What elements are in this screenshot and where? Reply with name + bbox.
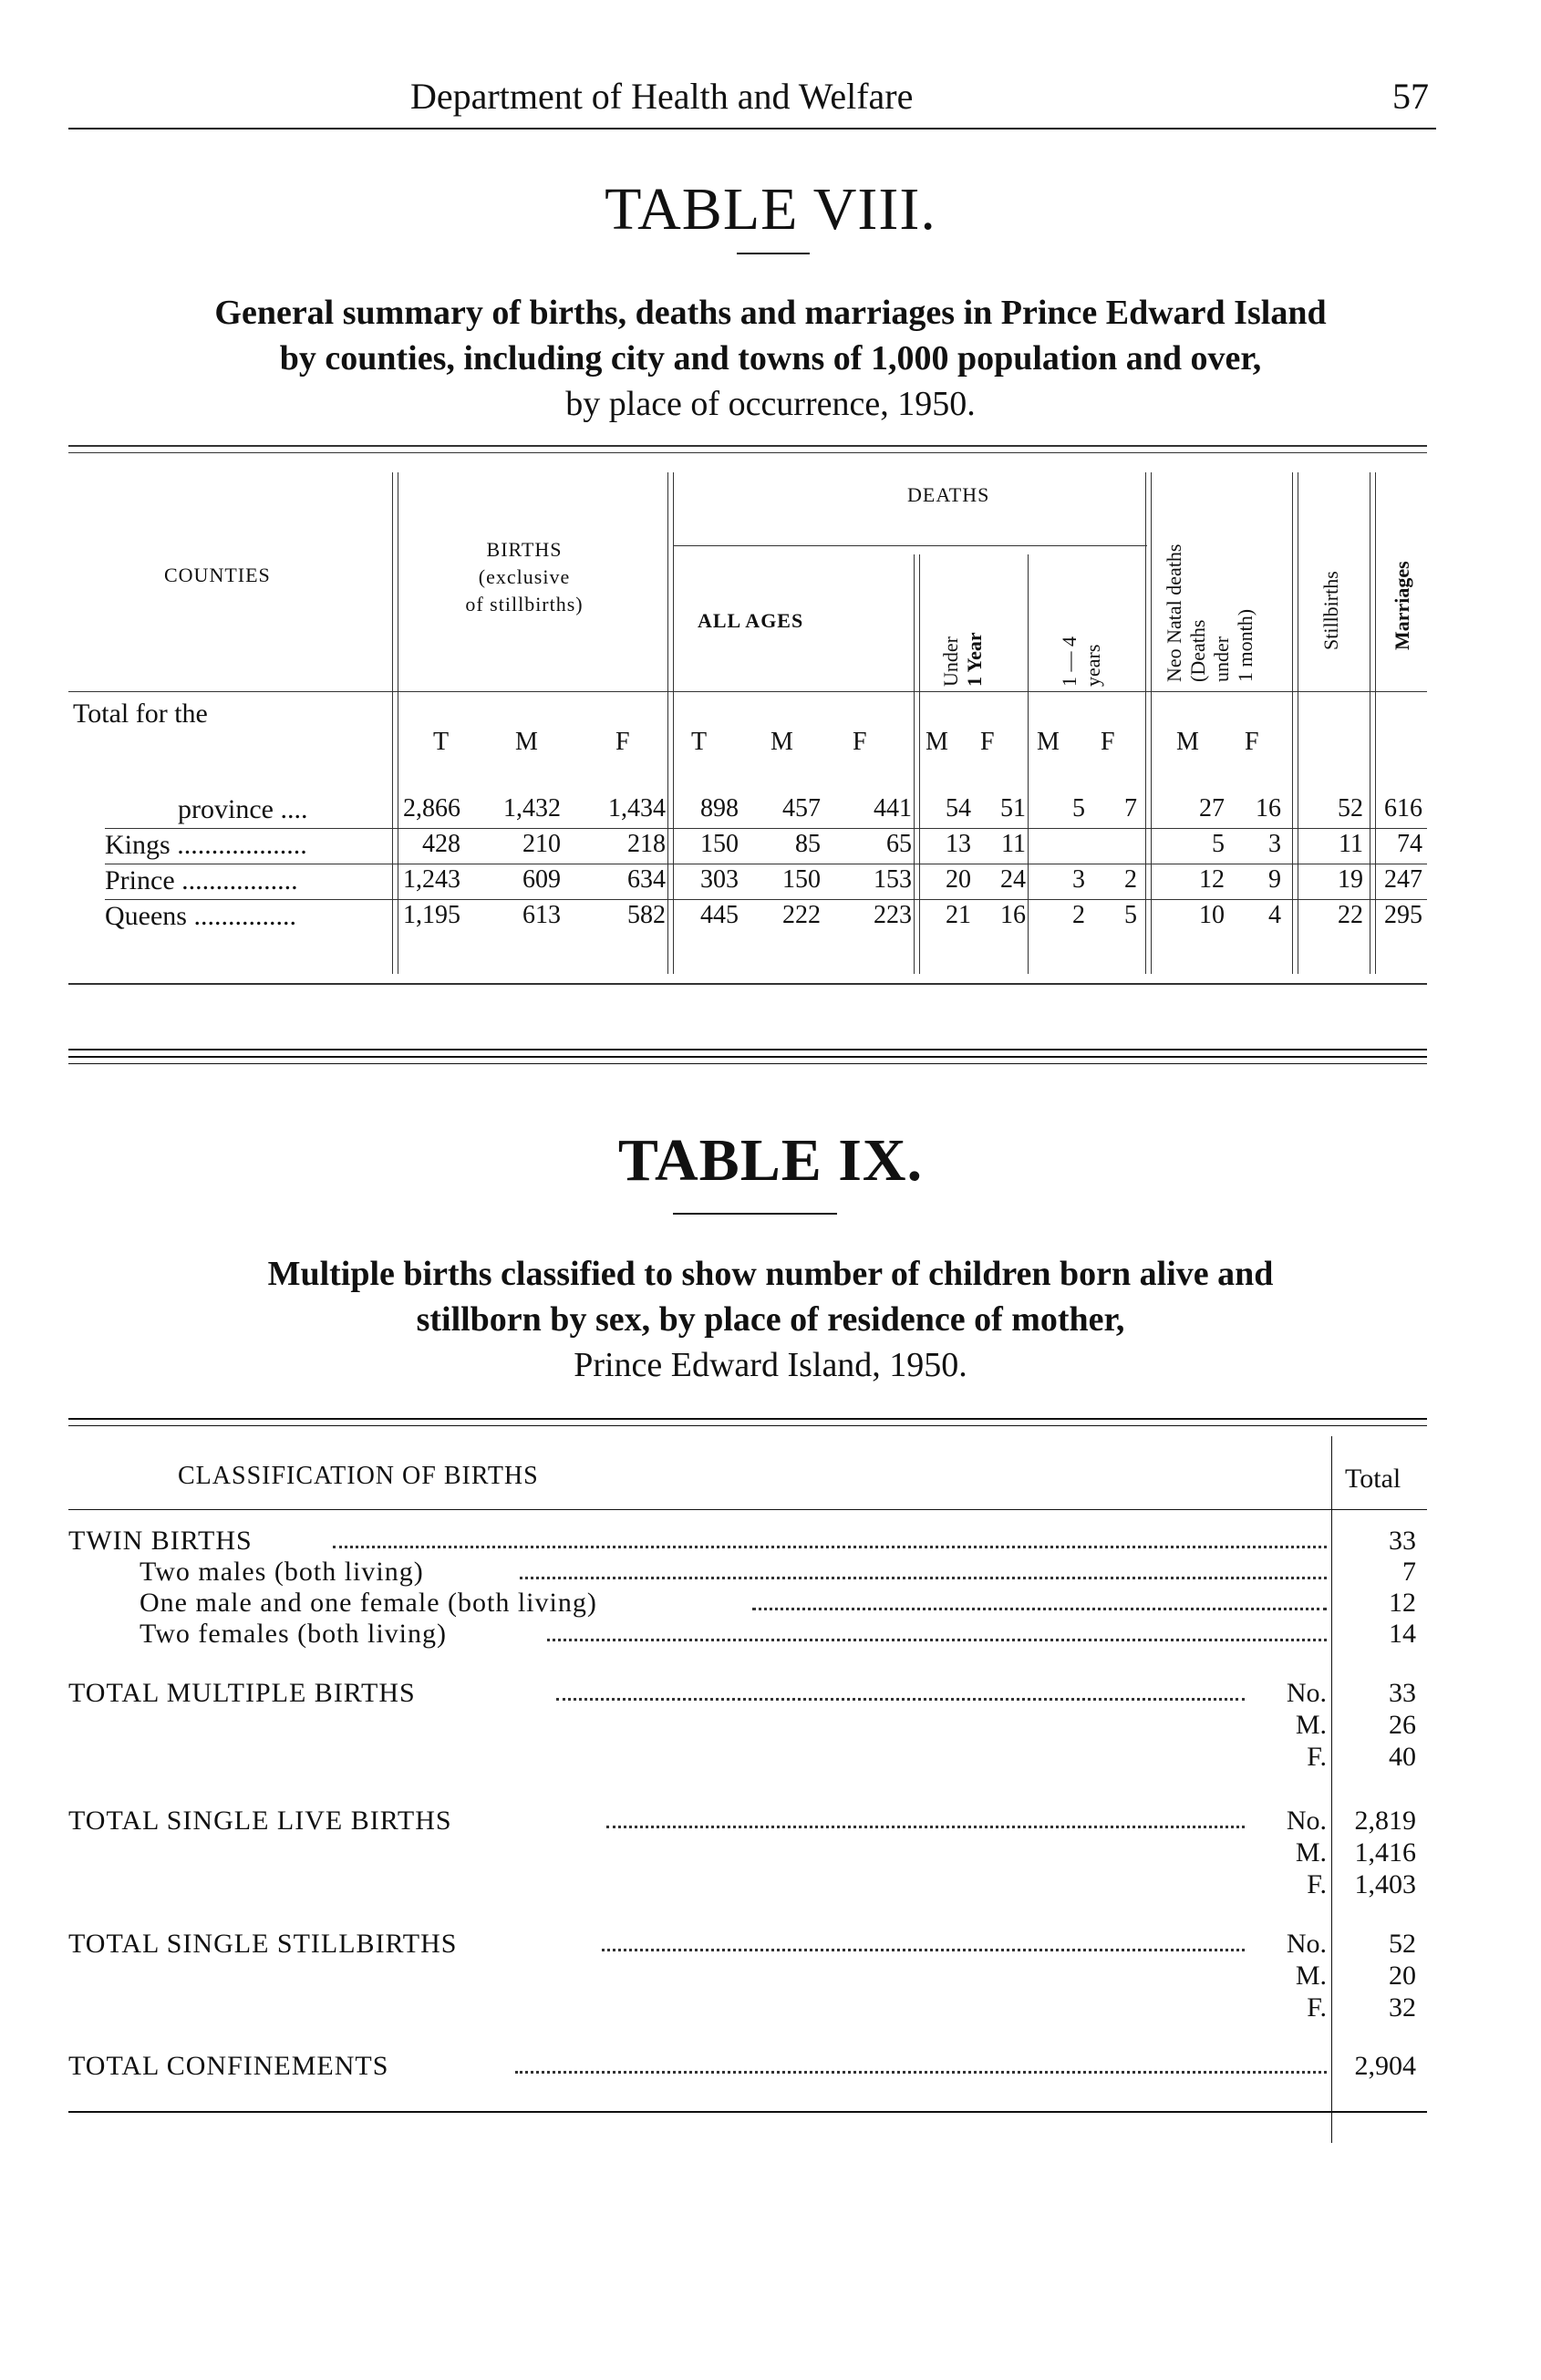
leader-dots [547, 1639, 1327, 1641]
cell: 10 [1199, 901, 1225, 929]
group-value: 40 [1389, 1742, 1416, 1772]
twin-item-value: 7 [1402, 1557, 1416, 1587]
header-classification: CLASSIFICATION OF BIRTHS [178, 1462, 539, 1490]
col-divider [1028, 554, 1029, 974]
title-rule [737, 253, 810, 254]
sub-f: F [615, 728, 630, 756]
cell: 1,432 [503, 794, 561, 823]
group-sub: No. [1286, 1806, 1327, 1836]
row-label-text: Prince [105, 865, 175, 895]
cell: 303 [700, 865, 739, 894]
cell: 3 [1072, 865, 1085, 894]
cell: 16 [1000, 901, 1026, 929]
running-head-title: Department of Health and Welfare [410, 76, 914, 117]
twin-item-value: 12 [1389, 1588, 1416, 1618]
table-viii [68, 445, 1427, 992]
cell: 4 [1268, 901, 1281, 929]
group-label: TOTAL SINGLE STILLBIRTHS [68, 1929, 458, 1959]
header-births-line: (exclusive [478, 565, 571, 588]
sub-t: T [433, 728, 450, 756]
cell: 19 [1338, 865, 1363, 894]
row-label-text: Queens [105, 901, 187, 931]
group-sub: No. [1286, 1929, 1327, 1959]
col-divider [914, 554, 915, 974]
cell: 22 [1338, 901, 1363, 929]
cell: 1,195 [403, 901, 460, 929]
cell: 153 [874, 865, 912, 894]
leader-dots [333, 1546, 1327, 1548]
row-label [105, 830, 307, 861]
caption-line: by counties, including city and towns of 1,000 population and over, [279, 339, 1262, 378]
cell: 20 [946, 865, 971, 894]
cell: 16 [1256, 794, 1281, 823]
group-value: 32 [1389, 1992, 1416, 2023]
caption-line: stillborn by sex, by place of residence of mother, [416, 1300, 1125, 1339]
sub-f: F [1101, 728, 1115, 756]
cell: 54 [946, 794, 971, 823]
leader-dots [752, 1608, 1327, 1610]
header-births [433, 536, 615, 618]
cell: 5 [1212, 830, 1225, 858]
table-top-rule [68, 452, 1427, 453]
sub-m: M [770, 728, 793, 756]
cell: 616 [1384, 794, 1422, 823]
table-top-rule [68, 1418, 1427, 1420]
table-viii-title: TABLE VIII. [605, 176, 936, 243]
twin-item-label: Two females (both living) [140, 1619, 447, 1649]
group-sub: No. [1286, 1678, 1327, 1708]
cell: 21 [946, 901, 971, 929]
group-label: TOTAL SINGLE LIVE BIRTHS [68, 1806, 452, 1836]
cell: 85 [795, 830, 821, 858]
cell: 11 [1001, 830, 1026, 858]
table-bottom-rule [68, 2111, 1427, 2113]
header-rule [68, 691, 1427, 692]
cell: 150 [700, 830, 739, 858]
header-neo-natal-line: under [1210, 636, 1233, 682]
group-sub: M. [1295, 1837, 1327, 1868]
row-rule [105, 828, 1427, 829]
cell: 457 [782, 794, 821, 823]
header-1-4-line: years [1081, 644, 1104, 687]
table-ix [68, 1418, 1427, 2147]
header-under-1-line: 1 Year [963, 632, 986, 687]
sub-m: M [926, 728, 948, 756]
leader-dots [556, 1698, 1245, 1701]
cell: 5 [1124, 901, 1137, 929]
head-rule [68, 128, 1436, 129]
cell: 222 [782, 901, 821, 929]
header-rule [68, 1509, 1427, 1510]
cell: 2 [1072, 901, 1085, 929]
caption-line: by place of occurrence, 1950. [565, 385, 976, 423]
sub-m: M [1037, 728, 1060, 756]
cell: 7 [1124, 794, 1137, 823]
group-value: 52 [1389, 1929, 1416, 1959]
sub-f: F [853, 728, 867, 756]
cell: 223 [874, 901, 912, 929]
cell: 1,434 [608, 794, 666, 823]
cell: 210 [522, 830, 561, 858]
cell: 634 [627, 865, 666, 894]
header-1-4 [1058, 636, 1105, 687]
sub-f: F [980, 728, 995, 756]
table-ix-title: TABLE IX. [617, 1127, 924, 1194]
sub-m: M [1176, 728, 1199, 756]
sub-t: T [691, 728, 708, 756]
cell: 218 [627, 830, 666, 858]
cell: 2,866 [403, 794, 460, 823]
row-label [178, 794, 307, 825]
cell: 613 [522, 901, 561, 929]
row-rule [105, 899, 1427, 900]
row-label-text: Kings [105, 830, 171, 860]
leader-dots [520, 1577, 1327, 1579]
title-rule [673, 1213, 837, 1215]
leader-dots [606, 1826, 1245, 1828]
cell: 3 [1268, 830, 1281, 858]
row-dots: ............... [193, 901, 296, 931]
group-sub: M. [1295, 1710, 1327, 1740]
header-neo-natal-line: 1 month) [1234, 608, 1257, 682]
cell: 295 [1384, 901, 1422, 929]
header-neo-natal-line: Neo Natal deaths [1163, 543, 1185, 682]
cell: 609 [522, 865, 561, 894]
cell: 74 [1397, 830, 1422, 858]
header-1-4-line: 1 — 4 [1058, 636, 1081, 687]
twin-item-value: 14 [1389, 1619, 1416, 1649]
caption-line: General summary of births, deaths and marriages in Prince Edward Island [214, 294, 1327, 332]
row-dots: ................... [177, 830, 307, 860]
twin-item-label: One male and one female (both living) [140, 1588, 597, 1618]
group-value: 26 [1389, 1710, 1416, 1740]
section-rule [68, 1049, 1427, 1050]
section-rule [68, 1056, 1427, 1058]
header-all-ages: ALL AGES [698, 609, 804, 632]
cell: 11 [1339, 830, 1363, 858]
table-bottom-rule [68, 983, 1427, 985]
cell: 24 [1000, 865, 1026, 894]
deaths-rule [673, 545, 1147, 546]
row-dots: ................. [181, 865, 298, 895]
table-viii-caption [0, 290, 1541, 427]
twin-births-label: TWIN BIRTHS [68, 1526, 253, 1556]
cell: 51 [1000, 794, 1026, 823]
cell: 65 [886, 830, 912, 858]
group-value: 33 [1389, 1678, 1416, 1708]
caption-line: Multiple births classified to show number of children born alive and [267, 1255, 1274, 1293]
confinements-label: TOTAL CONFINEMENTS [68, 2051, 389, 2081]
group-sub: M. [1295, 1961, 1327, 1991]
header-births-line: of stillbirths) [465, 593, 584, 616]
group-value: 1,416 [1354, 1837, 1416, 1868]
cell: 441 [874, 794, 912, 823]
table-top-rule [68, 445, 1427, 447]
row-label-text: province [178, 794, 274, 824]
row-label [105, 865, 298, 896]
header-deaths: DEATHS [907, 483, 990, 506]
header-neo-natal [1163, 544, 1257, 683]
leader-dots [515, 2071, 1327, 2074]
header-under-1 [939, 632, 987, 687]
header-total: Total [1345, 1464, 1401, 1494]
group-sub: F. [1307, 1742, 1327, 1772]
cell: 150 [782, 865, 821, 894]
cell: 12 [1199, 865, 1225, 894]
group-value: 2,819 [1354, 1806, 1416, 1836]
cell: 13 [946, 830, 971, 858]
cell: 27 [1199, 794, 1225, 823]
cell: 445 [700, 901, 739, 929]
cell: 1,243 [403, 865, 460, 894]
cell: 247 [1384, 865, 1422, 894]
col-divider [919, 554, 920, 974]
row-dots: .... [280, 794, 308, 824]
group-label: TOTAL MULTIPLE BIRTHS [68, 1678, 416, 1708]
sub-m: M [515, 728, 538, 756]
table-top-rule [68, 1425, 1427, 1426]
header-neo-natal-line: (Deaths [1186, 619, 1209, 682]
section-rule [68, 1063, 1427, 1064]
total-for-the: Total for the [73, 698, 208, 729]
page-number: 57 [1392, 76, 1429, 117]
group-sub: F. [1307, 1869, 1327, 1899]
cell: 582 [627, 901, 666, 929]
group-sub: F. [1307, 1992, 1327, 2023]
twin-item-label: Two males (both living) [140, 1557, 424, 1587]
cell: 898 [700, 794, 739, 823]
header-stillbirths: Stillbirths [1319, 571, 1342, 650]
group-value: 1,403 [1354, 1869, 1416, 1899]
sub-f: F [1245, 728, 1259, 756]
row-label [105, 901, 296, 932]
cell: 52 [1338, 794, 1363, 823]
leader-dots [602, 1949, 1245, 1951]
twin-births-value: 33 [1389, 1526, 1416, 1556]
cell: 2 [1124, 865, 1137, 894]
cell: 428 [422, 830, 460, 858]
header-births-line: BIRTHS [486, 538, 563, 561]
table-ix-caption [0, 1251, 1541, 1388]
header-counties: COUNTIES [164, 564, 271, 586]
confinements-value: 2,904 [1354, 2051, 1416, 2081]
cell: 5 [1072, 794, 1085, 823]
header-under-1-line: Under [939, 636, 962, 687]
header-marriages: Marriages [1391, 561, 1413, 650]
running-head [68, 75, 1436, 129]
cell: 9 [1268, 865, 1281, 894]
group-value: 20 [1389, 1961, 1416, 1991]
caption-line: Prince Edward Island, 1950. [574, 1346, 967, 1384]
